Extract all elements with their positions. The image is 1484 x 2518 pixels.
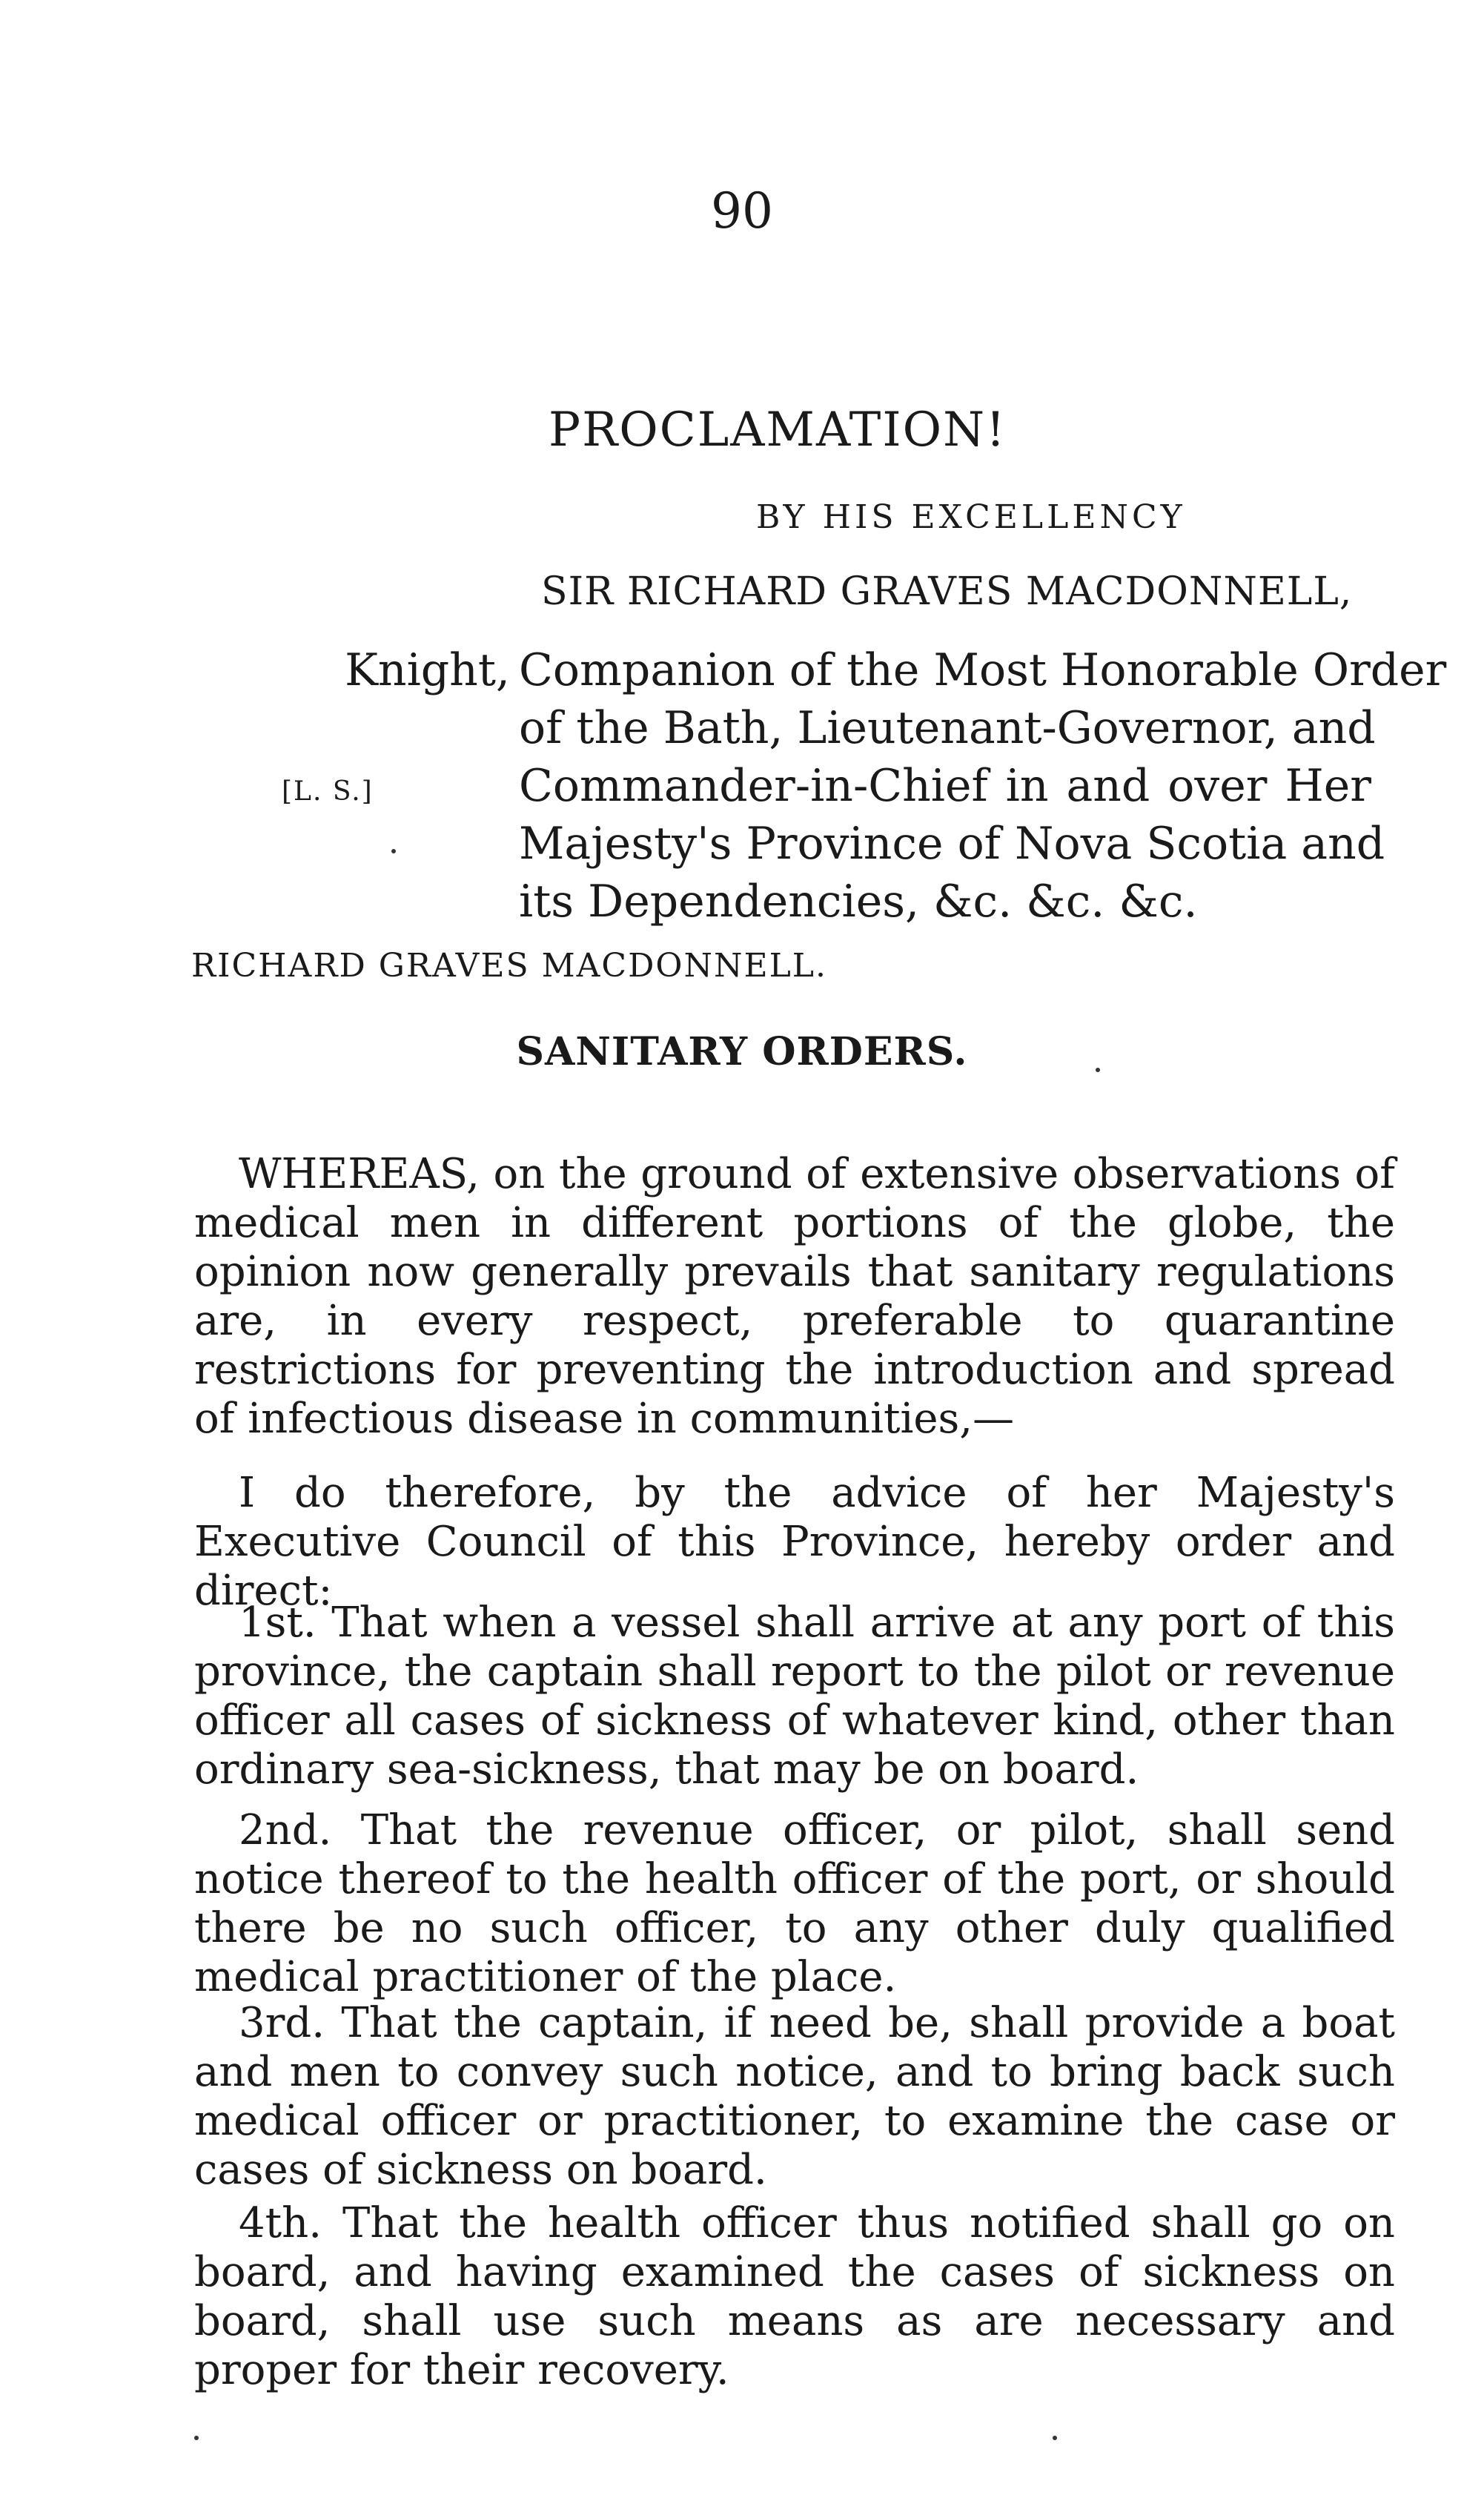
titles-line-text: its Dependencies, &c. &c. &c. xyxy=(519,876,1198,928)
seal-mark: [L. S.] xyxy=(282,776,374,807)
titles-line xyxy=(328,641,1447,699)
section-heading: SANITARY ORDERS. xyxy=(516,1029,968,1074)
paragraph-second-order: 2nd. That the revenue officer, or pilot, shall send notice thereof to the health officer of the port, or should there be no such officer, to any other duly qualified medical practitioner of the place. xyxy=(194,1806,1395,2001)
paragraph-first-order: 1st. That when a vessel shall arrive at any port of this province, the captain shall report to the pilot or revenue officer all cases of sickness of whatever kind, other than ordinary sea-sickness, that may be on board. xyxy=(194,1599,1395,1794)
signature: RICHARD GRAVES MACDONNELL. xyxy=(191,947,827,985)
titles-line xyxy=(328,873,1371,931)
page-number: 90 xyxy=(711,182,773,239)
paragraph-order: I do therefore, by the advice of her Majesty's Executive Council of this Province, hereby order and direct: xyxy=(194,1469,1395,1615)
paragraph-fourth-order: 4th. That the health officer thus notified shall go on board, and having examined the cases of sickness on board, shall use such means as are necessary and proper for their recovery. xyxy=(194,2199,1395,2394)
titles-line-text: of the Bath, Lieutenant-Governor, and xyxy=(519,702,1376,754)
paragraph-third-order: 3rd. That the captain, if need be, shall provide a boat and men to convey such notice, and to bring back such medical officer or practitioner, to examine the case or cases of sickness on board. xyxy=(194,1999,1395,2194)
governor-titles xyxy=(328,641,1447,931)
titles-line xyxy=(328,699,1376,757)
governor-name: SIR RICHARD GRAVES MACDONNELL, xyxy=(541,569,1353,614)
proclamation-title: PROCLAMATION! xyxy=(549,403,1007,457)
titles-line-text: Companion of the Most Honorable Order xyxy=(519,644,1447,696)
titles-line xyxy=(328,815,1385,873)
titles-line-text: Majesty's Province of Nova Scotia and xyxy=(519,818,1385,870)
paragraph-whereas: WHEREAS, on the ground of extensive observations of medical men in different portions of the globe, the opinion now generally prevails that sanitary regulations are, in every respect, preferable to quarantine restrictions for preventing the introduction and spread of infectious disease in communities,— xyxy=(194,1150,1395,1443)
titles-line xyxy=(328,757,1371,815)
by-line: BY HIS EXCELLENCY xyxy=(756,498,1186,536)
titles-line-text: Commander-in-Chief in and over Her xyxy=(519,760,1371,812)
titles-lead: Knight, xyxy=(345,644,510,696)
